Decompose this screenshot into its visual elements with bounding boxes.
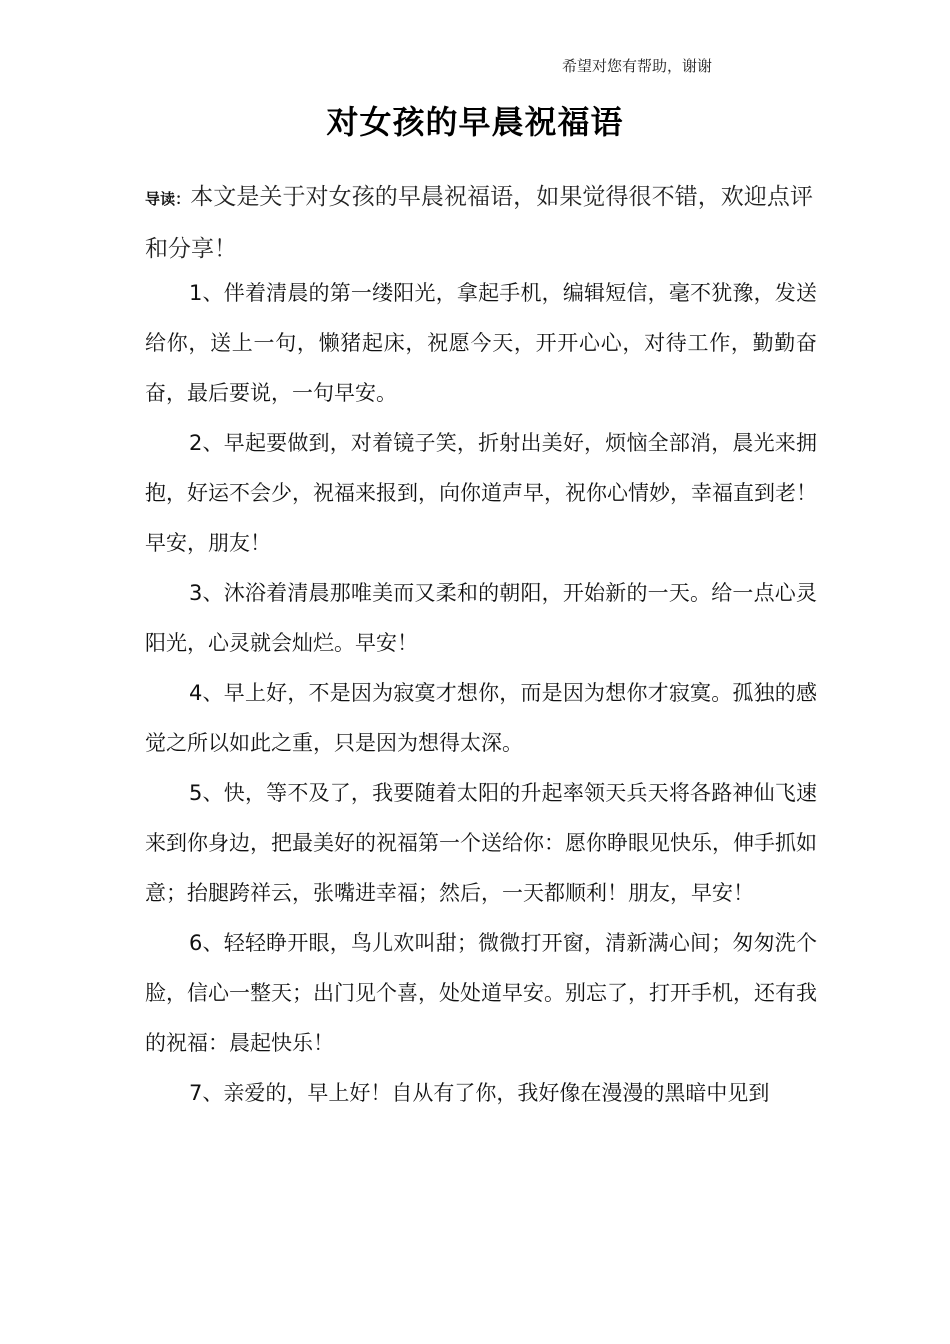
blessing-paragraph: 3、沐浴着清晨那唯美而又柔和的朝阳，开始新的一天。给一点心灵阳光，心灵就会灿烂。早安！ <box>145 581 817 655</box>
page-title: 对女孩的早晨祝福语 <box>326 103 624 141</box>
blessings-list <box>145 268 817 1118</box>
header-note: 希望对您有帮助，谢谢 <box>562 57 713 75</box>
intro-label: 导读： <box>145 190 191 208</box>
intro-paragraph <box>145 172 813 274</box>
blessing-paragraph: 4、早上好，不是因为寂寞才想你，而是因为想你才寂寞。孤独的感觉之所以如此之重，只是因为想得太深。 <box>145 681 817 755</box>
blessing-paragraph: 6、轻轻睁开眼，鸟儿欢叫甜；微微打开窗，清新满心间；匆匆洗个脸，信心一整天；出门见个喜，处处道早安。别忘了，打开手机，还有我的祝福：晨起快乐！ <box>145 931 817 1055</box>
intro-text: 本文是关于对女孩的早晨祝福语，如果觉得很不错，欢迎点评和分享！ <box>145 184 813 262</box>
blessing-paragraph: 2、早起要做到，对着镜子笑，折射出美好，烦恼全部消，晨光来拥抱，好运不会少，祝福来报到，向你道声早，祝你心情妙，幸福直到老！早安，朋友！ <box>145 431 817 555</box>
blessing-paragraph: 7、亲爱的，早上好！自从有了你，我好像在漫漫的黑暗中见到 <box>189 1081 770 1105</box>
blessing-paragraph: 1、伴着清晨的第一缕阳光，拿起手机，编辑短信，毫不犹豫，发送给你，送上一句，懒猪起床，祝愿今天，开开心心，对待工作，勤勤奋奋，最后要说，一句早安。 <box>145 281 817 405</box>
blessing-paragraph: 5、快，等不及了，我要随着太阳的升起率领天兵天将各路神仙飞速来到你身边，把最美好的祝福第一个送给你：愿你睁眼见快乐，伸手抓如意；抬腿跨祥云，张嘴进幸福；然后，一天都顺利！朋友，早安！ <box>145 781 817 905</box>
